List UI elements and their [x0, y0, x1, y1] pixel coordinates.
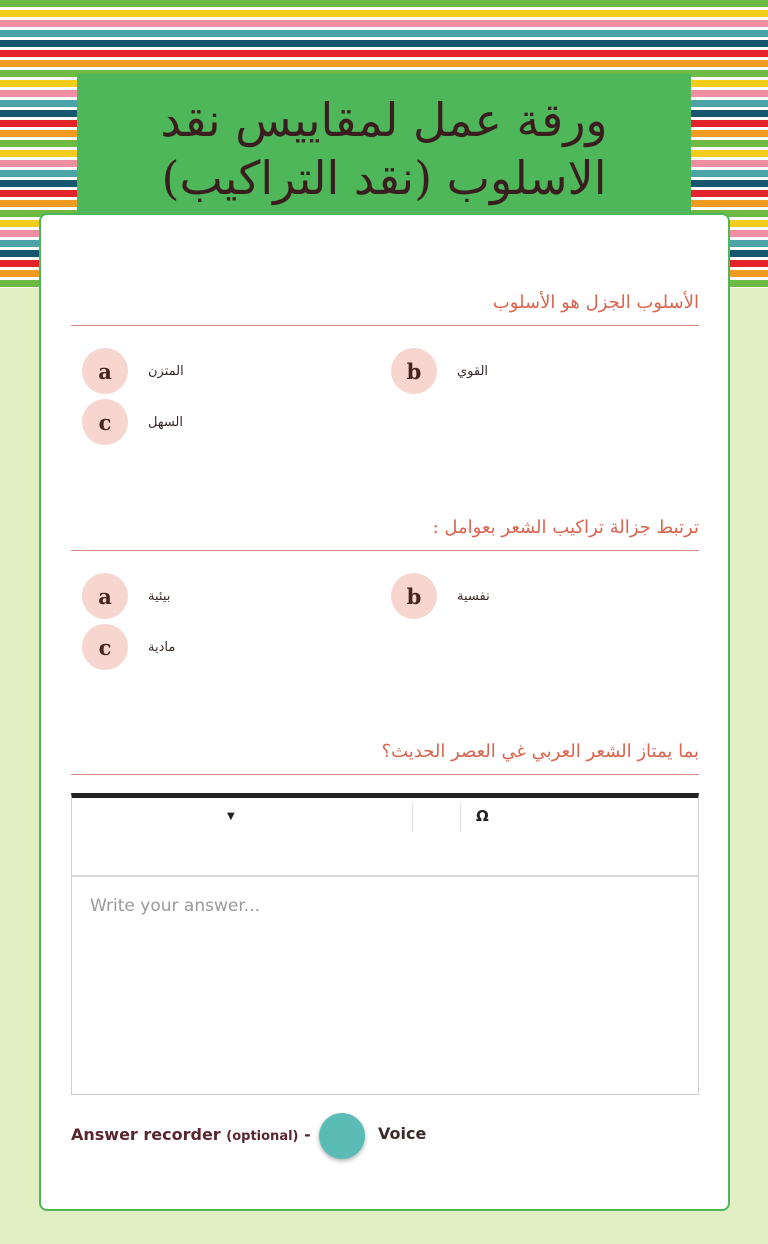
question-2-option-a[interactable] — [82, 573, 170, 619]
recorder-optional: (optional) — [226, 1129, 299, 1144]
toolbar-divider — [460, 802, 461, 832]
option-letter-c[interactable]: c — [82, 624, 128, 670]
special-character-button[interactable]: Ω — [476, 807, 489, 825]
answer-textarea[interactable] — [88, 894, 682, 1078]
toolbar-divider — [412, 802, 413, 832]
worksheet-card — [39, 213, 730, 1211]
recorder-label — [71, 1125, 311, 1144]
option-letter-c[interactable]: c — [82, 399, 128, 445]
question-2 — [71, 514, 699, 551]
caret-down-icon[interactable]: ▼ — [227, 811, 235, 822]
question-1-option-b[interactable] — [391, 348, 488, 394]
option-label: القوي — [457, 363, 489, 379]
option-letter-b[interactable]: b — [391, 348, 437, 394]
question-3-text: بما يمتاز الشعر العربي غي العصر الحديث؟ — [71, 738, 699, 775]
worksheet-title: ورقة عمل لمقاييس نقد الاسلوب (نقد التراكيب) — [160, 93, 608, 205]
question-1-option-c[interactable] — [82, 399, 183, 445]
title-banner — [77, 74, 691, 224]
question-1-option-a[interactable] — [82, 348, 184, 394]
editor-toolbar — [72, 798, 698, 877]
answer-editor — [71, 793, 699, 1095]
option-label: نفسية — [457, 588, 490, 604]
option-label: المتزن — [148, 363, 184, 379]
recorder-title: Answer recorder — [71, 1125, 221, 1144]
option-label: السهل — [148, 414, 184, 430]
question-1 — [71, 289, 699, 326]
question-2-option-b[interactable] — [391, 573, 490, 619]
answer-recorder — [71, 1113, 699, 1163]
option-label: مادية — [148, 639, 176, 655]
option-label: بيئية — [148, 588, 171, 604]
question-2-option-c[interactable] — [82, 624, 175, 670]
recorder-separator: - — [304, 1125, 311, 1144]
option-letter-a[interactable]: a — [82, 348, 128, 394]
question-3 — [71, 738, 699, 775]
option-letter-b[interactable]: b — [391, 573, 437, 619]
question-2-text: ترتبط جزالة تراكيب الشعر بعوامل : — [71, 514, 699, 551]
option-letter-a[interactable]: a — [82, 573, 128, 619]
question-1-text: الأسلوب الجزل هو الأسلوب — [71, 289, 699, 326]
voice-label: Voice — [378, 1124, 427, 1143]
voice-record-button[interactable] — [319, 1113, 365, 1159]
